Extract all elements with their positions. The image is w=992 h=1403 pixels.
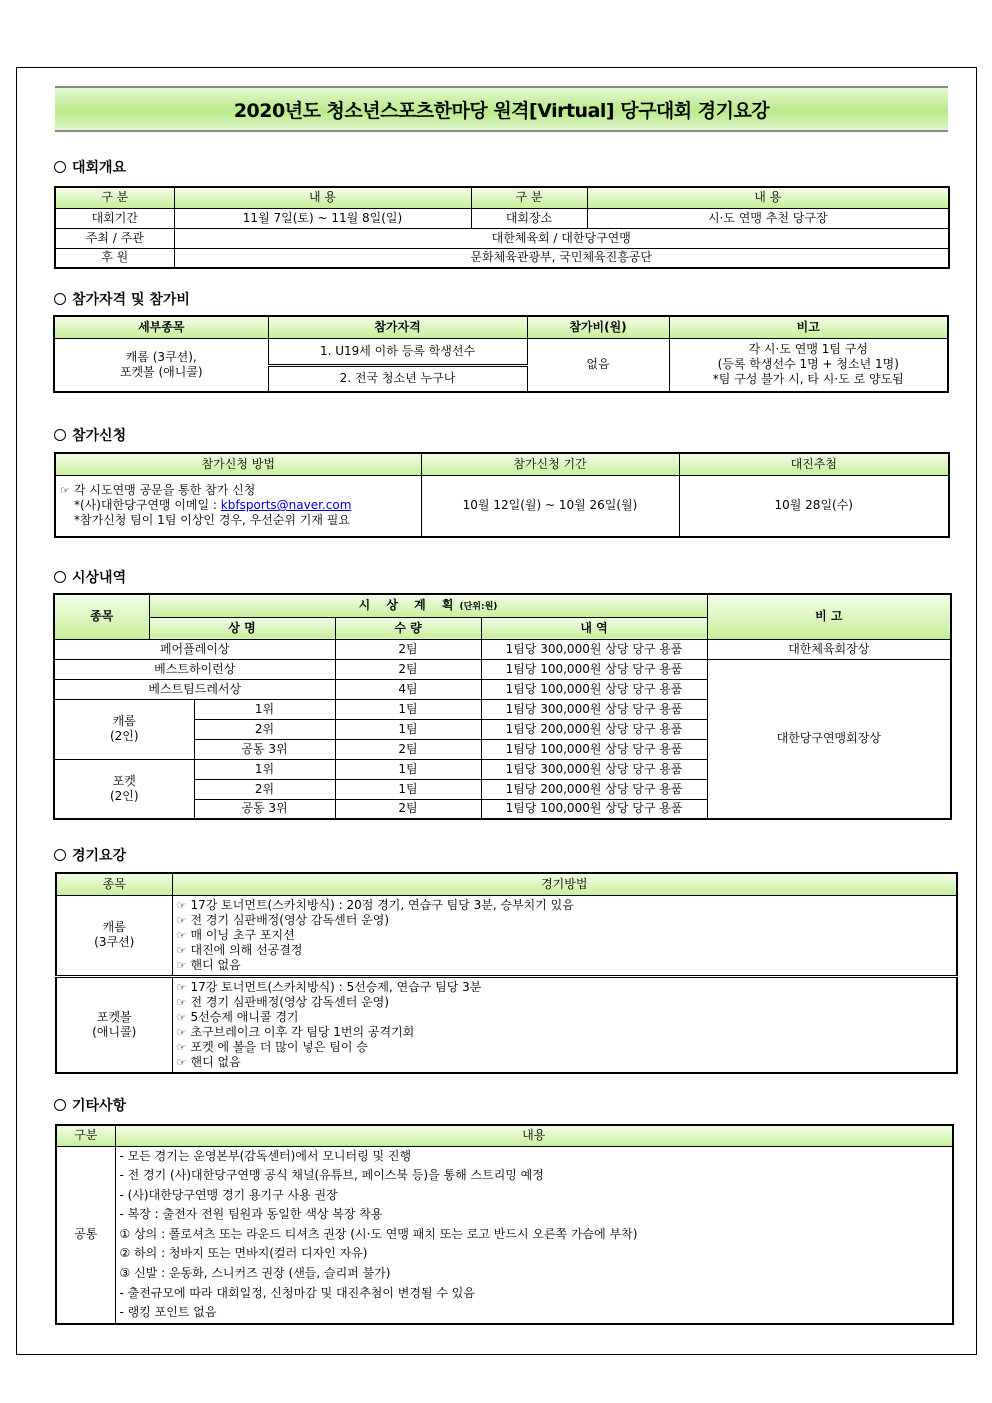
prize-name: 베스트팀드레서상 [54,679,335,699]
prize-detail: 1팀당 300,000원 상당 당구 용품 [481,639,707,659]
note-line: *팀 구성 불가 시, 타 시·도 로 양도됨 [712,372,904,387]
header-content: 내 용 [174,187,471,208]
prize-detail: 1팀당 200,000원 상당 당구 용품 [481,779,707,799]
event-line: (2인) [109,788,139,803]
email-link[interactable]: kbfsports@naver.com [220,498,352,513]
sponsor-label: 후 원 [55,248,174,268]
event-line: 포켓볼 (애니콜) [119,364,203,379]
sponsor-value: 문화체육관광부, 국민체육진흥공단 [174,248,949,268]
event-line: (3쿠션) [94,935,135,949]
prize-note: 대한체육회장상 [707,639,951,659]
pointing-hand-icon: ☞ [176,913,187,927]
prize-quantity: 2팀 [335,639,481,659]
pocket-rules [172,976,957,1073]
header-note: 비 고 [707,594,951,639]
header-division: 구 분 [471,187,587,208]
prizes-table [53,593,952,820]
carom-rules [172,895,957,976]
venue-value: 시·도 연맹 추천 당구장 [587,208,949,228]
event-line: (2인) [109,729,139,743]
prize-detail: 1팀당 200,000원 상당 당구 용품 [481,719,707,739]
plan-title: 시 상 계 획 [358,598,460,613]
venue-label: 대회장소 [471,208,587,228]
host-value: 대한체육회 / 대한당구연맹 [174,228,949,248]
section-heading-eligibility [54,289,190,309]
period-label: 대회기간 [55,208,174,228]
pointing-hand-icon: ☞ [176,1055,187,1069]
event-line: 캐롬 (3쿠션), [125,349,197,364]
etc-item: ① 상의 : 폴로셔츠 또는 라운드 티셔츠 권장 (시·도 연맹 패치 또는 로고 반드시 오른쪽 가슴에 부착) [119,1226,638,1241]
circle-bullet-icon [54,849,66,861]
rule-item: 17강 토너먼트(스카치방식) : 5선승제, 연습구 팀당 3분 [190,979,482,994]
pointing-hand-icon: ☞ [176,1010,187,1024]
prize-detail: 1팀당 100,000원 상당 당구 용품 [481,739,707,759]
pointing-hand-icon: ☞ [176,1025,187,1039]
header-event: 종목 [56,873,172,895]
carom-event-cell [54,699,194,759]
rule-item: 5선승제 애니콜 경기 [190,1009,299,1024]
method-cell [55,475,421,537]
section-title: 참가자격 및 참가비 [72,292,190,308]
pointing-hand-icon: ☞ [176,928,187,942]
application-table [54,452,950,538]
eligibility-table [53,315,949,393]
prize-quantity: 1팀 [335,699,481,719]
circle-bullet-icon [54,1099,66,1111]
event-cell [54,338,268,392]
host-label: 주최 / 주관 [55,228,174,248]
rule-item: 17강 토너먼트(스카치방식) : 20점 경기, 연습구 팀당 3분, 승부치기 있음 [190,897,574,912]
section-title: 기타사항 [72,1098,127,1114]
header-method: 경기방법 [172,873,957,895]
rule-item: 매 이닝 초구 포지션 [190,927,295,942]
prize-quantity: 2팀 [335,799,481,819]
prize-rank: 공동 3위 [194,739,335,759]
section-heading-overview [54,157,126,177]
note-line: (등록 학생선수 1명 + 청소년 1명) [717,357,899,372]
etc-content [115,1146,953,1324]
section-heading-etc [54,1095,126,1115]
pointing-hand-icon: ☞ [176,898,187,912]
etc-item: - 모든 경기는 운영본부(감독센터)에서 모니터링 및 진행 [119,1148,412,1163]
section-title: 대회개요 [72,160,127,176]
method-line: 각 시도연맹 공문을 통한 참가 신청 [74,483,256,498]
carom-event-cell [56,895,172,976]
rule-item: 대진에 의해 선공결정 [190,942,303,957]
note-line: 각 시·도 연맹 1팀 구성 [748,342,868,357]
common-label: 공통 [56,1146,115,1324]
event-line: (애니콜) [92,1024,137,1039]
etc-item: ③ 신발 : 운동화, 스니커즈 권장 (샌들, 슬리퍼 불가) [119,1266,391,1281]
circle-bullet-icon [54,429,66,441]
method-line: *(사)대한당구연맹 이메일 : [74,498,221,513]
circle-bullet-icon [54,293,66,305]
header-event: 종목 [54,594,149,639]
header-qualification: 참가자격 [268,316,527,338]
etc-item: ② 하의 : 청바지 또는 면바지(컬러 디자인 자유) [119,1246,368,1261]
etc-table [55,1124,954,1325]
prize-rank: 2위 [194,719,335,739]
event-line: 포켓볼 [96,1009,132,1024]
header-event: 세부종목 [54,316,268,338]
event-line: 캐롬 [112,714,136,728]
header-content: 내용 [115,1125,953,1146]
header-prize-name: 상 명 [149,617,335,639]
prize-detail: 1팀당 100,000원 상당 당구 용품 [481,799,707,819]
header-division: 구 분 [55,187,174,208]
event-line: 캐롬 [102,920,126,934]
rule-item: 포켓 에 볼을 더 많이 넣은 팀이 승 [190,1039,368,1054]
note-cell [669,338,948,392]
period-value: 10월 12일(월) ~ 10월 26일(월) [421,475,679,537]
pocket-event-cell [54,759,194,819]
prize-quantity: 2팀 [335,739,481,759]
pointing-hand-icon: ☞ [176,958,187,972]
rule-item: 전 경기 심판배정(영상 감독센터 운영) [190,912,390,927]
header-draw: 대진추첨 [679,453,949,475]
event-line: 포켓 [112,773,136,788]
pointing-hand-icon: ☞ [176,980,187,994]
header-quantity: 수 량 [335,617,481,639]
header-detail: 내 역 [481,617,707,639]
rule-item: 핸디 없음 [190,957,241,972]
rule-item: 초구브레이크 이후 각 팀당 1번의 공격기회 [190,1024,415,1039]
section-title: 참가신청 [72,428,127,444]
prize-quantity: 4팀 [335,679,481,699]
pointing-hand-icon: ☞ [60,484,70,498]
rules-table [55,872,958,1074]
prize-rank: 1위 [194,759,335,779]
prize-quantity: 1팀 [335,759,481,779]
prize-detail: 1팀당 300,000원 상당 당구 용품 [481,759,707,779]
prize-name: 페어플레이상 [54,639,335,659]
period-value: 11월 7일(토) ~ 11월 8일(일) [174,208,471,228]
prize-rank: 공동 3위 [194,799,335,819]
header-period: 참가신청 기간 [421,453,679,475]
method-line: *참가신청 팀이 1팀 이상인 경우, 우선순위 기재 필요 [74,513,350,528]
fee-cell: 없음 [527,338,669,392]
pointing-hand-icon: ☞ [176,943,187,957]
prize-name: 베스트하이런상 [54,659,335,679]
prize-rank: 2위 [194,779,335,799]
header-note: 비고 [669,316,948,338]
overview-table [54,186,950,269]
prize-detail: 1팀당 100,000원 상당 당구 용품 [481,679,707,699]
prize-quantity: 1팀 [335,779,481,799]
pointing-hand-icon: ☞ [176,995,187,1009]
section-heading-rules [54,845,126,865]
pointing-hand-icon: ☞ [176,1040,187,1054]
rule-item: 핸디 없음 [190,1054,241,1069]
section-heading-application [54,425,126,445]
header-division: 구분 [56,1125,115,1146]
qualification-1: 1. U19세 이하 등록 학생선수 [268,338,527,365]
prize-quantity: 2팀 [335,659,481,679]
etc-item: - (사)대한당구연맹 경기 용기구 사용 권장 [119,1187,338,1202]
etc-item: - 전 경기 (사)대한당구연맹 공식 채널(유튜브, 페이스북 등)을 통해 스트리밍 예정 [119,1168,544,1183]
prize-quantity: 1팀 [335,719,481,739]
section-title: 시상내역 [72,570,127,586]
section-title: 경기요강 [72,848,127,864]
etc-item: - 복장 : 출전자 전원 팀원과 동일한 색상 복장 착용 [119,1207,383,1222]
unit-label: (단위:원) [459,602,498,613]
pocket-event-cell [56,976,172,1073]
etc-item: - 랭킹 포인트 없음 [119,1305,217,1320]
circle-bullet-icon [54,571,66,583]
prize-rank: 1위 [194,699,335,719]
page-title: 2020년도 청소년스포츠한마당 원격[Virtual] 당구대회 경기요강 [233,99,770,122]
qualification-2: 2. 전국 청소년 누구나 [268,365,527,392]
etc-item: - 출전규모에 따라 대회일정, 신청마감 및 대진추첨이 변경될 수 있음 [119,1285,475,1300]
prize-note: 대한당구연맹회장상 [707,659,951,819]
header-plan [149,594,707,617]
header-method: 참가신청 방법 [55,453,421,475]
header-fee: 참가비(원) [527,316,669,338]
rule-item: 전 경기 심판배정(영상 감독센터 운영) [190,994,390,1009]
section-heading-prizes [54,567,126,587]
circle-bullet-icon [54,161,66,173]
prize-detail: 1팀당 300,000원 상당 당구 용품 [481,699,707,719]
draw-value: 10월 28일(수) [679,475,949,537]
title-banner [55,86,948,132]
prize-detail: 1팀당 100,000원 상당 당구 용품 [481,659,707,679]
header-content: 내 용 [587,187,949,208]
